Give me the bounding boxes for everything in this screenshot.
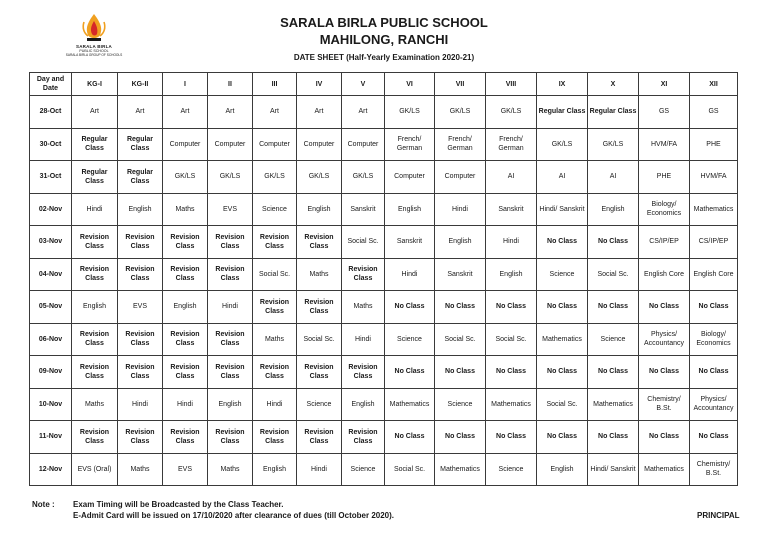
- subject-cell: Maths: [208, 453, 253, 486]
- row-date: 28-Oct: [30, 96, 72, 129]
- subject-cell: Social Sc.: [342, 226, 385, 259]
- subject-cell: Revision Class: [253, 226, 297, 259]
- subject-cell: Social Sc.: [435, 323, 486, 356]
- subject-cell: No Class: [537, 356, 588, 389]
- subject-cell: Social Sc.: [297, 323, 342, 356]
- subject-cell: English: [297, 193, 342, 226]
- subject-cell: Social Sc.: [385, 453, 435, 486]
- subject-cell: GS: [690, 96, 738, 129]
- row-date: 03-Nov: [30, 226, 72, 259]
- column-header-class: V: [342, 73, 385, 96]
- subject-cell: Hindi: [163, 388, 208, 421]
- row-date: 11-Nov: [30, 421, 72, 454]
- subject-cell: No Class: [588, 421, 639, 454]
- row-date: 04-Nov: [30, 258, 72, 291]
- subject-cell: Biology/ Economics: [690, 323, 738, 356]
- table-row: [30, 96, 738, 129]
- column-header-class: XI: [639, 73, 690, 96]
- subject-cell: Revision Class: [118, 356, 163, 389]
- subject-cell: Social Sc.: [253, 258, 297, 291]
- subject-cell: Revision Class: [208, 323, 253, 356]
- subject-cell: Science: [486, 453, 537, 486]
- subject-cell: CS/IP/EP: [639, 226, 690, 259]
- subject-cell: Computer: [297, 128, 342, 161]
- subject-cell: Social Sc.: [486, 323, 537, 356]
- subject-cell: AI: [588, 161, 639, 194]
- column-header-class: XII: [690, 73, 738, 96]
- subject-cell: No Class: [639, 356, 690, 389]
- subject-cell: Art: [72, 96, 118, 129]
- table-row: [30, 128, 738, 161]
- subject-cell: Revision Class: [163, 258, 208, 291]
- column-header-date: Day and Date: [30, 73, 72, 96]
- subject-cell: Regular Class: [537, 96, 588, 129]
- subject-cell: English: [163, 291, 208, 324]
- subject-cell: Mathematics: [385, 388, 435, 421]
- subject-cell: Revision Class: [297, 356, 342, 389]
- subject-cell: Revision Class: [297, 226, 342, 259]
- subject-cell: No Class: [385, 291, 435, 324]
- note-text: [73, 499, 394, 521]
- subject-cell: PHE: [690, 128, 738, 161]
- subject-cell: English: [537, 453, 588, 486]
- subject-cell: Science: [253, 193, 297, 226]
- table-row: [30, 291, 738, 324]
- subject-cell: AI: [486, 161, 537, 194]
- subject-cell: Sanskrit: [385, 226, 435, 259]
- subject-cell: Revision Class: [72, 421, 118, 454]
- column-header-class: VIII: [486, 73, 537, 96]
- subject-cell: No Class: [639, 291, 690, 324]
- subject-cell: Science: [537, 258, 588, 291]
- subject-cell: Science: [342, 453, 385, 486]
- subject-cell: Art: [297, 96, 342, 129]
- subject-cell: Revision Class: [297, 421, 342, 454]
- subject-cell: Revision Class: [118, 323, 163, 356]
- subject-cell: Regular Class: [72, 128, 118, 161]
- subject-cell: No Class: [690, 356, 738, 389]
- subject-cell: No Class: [385, 421, 435, 454]
- subject-cell: Revision Class: [118, 258, 163, 291]
- subject-cell: English: [118, 193, 163, 226]
- logo-line-1: SARALA BIRLA: [76, 44, 112, 49]
- subject-cell: Revision Class: [253, 421, 297, 454]
- page-header: [0, 14, 768, 65]
- subject-cell: Revision Class: [208, 258, 253, 291]
- subject-cell: Sanskrit: [486, 193, 537, 226]
- subject-cell: Sanskrit: [342, 193, 385, 226]
- subject-cell: Science: [385, 323, 435, 356]
- subject-cell: Revision Class: [72, 323, 118, 356]
- table-row: [30, 388, 738, 421]
- row-date: 02-Nov: [30, 193, 72, 226]
- subject-cell: Computer: [253, 128, 297, 161]
- subject-cell: Science: [297, 388, 342, 421]
- subject-cell: English: [208, 388, 253, 421]
- subject-cell: EVS: [118, 291, 163, 324]
- subject-cell: No Class: [537, 291, 588, 324]
- subject-cell: Hindi/ Sanskrit: [537, 193, 588, 226]
- subject-cell: Chemistry/ B.St.: [690, 453, 738, 486]
- subject-cell: Art: [163, 96, 208, 129]
- subject-cell: Mathematics: [486, 388, 537, 421]
- subject-cell: No Class: [588, 291, 639, 324]
- subject-cell: No Class: [588, 356, 639, 389]
- subject-cell: English Core: [639, 258, 690, 291]
- subject-cell: Art: [118, 96, 163, 129]
- subject-cell: Revision Class: [208, 356, 253, 389]
- subject-cell: Computer: [435, 161, 486, 194]
- subject-cell: English: [435, 226, 486, 259]
- subject-cell: GK/LS: [486, 96, 537, 129]
- subject-cell: EVS: [208, 193, 253, 226]
- row-date: 31-Oct: [30, 161, 72, 194]
- subject-cell: Sanskrit: [435, 258, 486, 291]
- subject-cell: Hindi: [297, 453, 342, 486]
- subject-cell: GK/LS: [342, 161, 385, 194]
- subject-cell: Art: [253, 96, 297, 129]
- logo-line-3: SARALA BIRLA GROUP OF SCHOOLS: [65, 53, 123, 57]
- subject-cell: No Class: [486, 421, 537, 454]
- subject-cell: Hindi/ Sanskrit: [588, 453, 639, 486]
- sheet-title: DATE SHEET (Half-Yearly Examination 2020-21): [293, 53, 475, 62]
- subject-cell: Revision Class: [297, 291, 342, 324]
- subject-cell: Revision Class: [342, 356, 385, 389]
- subject-cell: English: [72, 291, 118, 324]
- subject-cell: GK/LS: [537, 128, 588, 161]
- subject-cell: Revision Class: [163, 226, 208, 259]
- subject-cell: GK/LS: [385, 96, 435, 129]
- subject-cell: GK/LS: [588, 128, 639, 161]
- subject-cell: Computer: [342, 128, 385, 161]
- subject-cell: Mathematics: [690, 193, 738, 226]
- row-date: 06-Nov: [30, 323, 72, 356]
- subject-cell: Hindi: [118, 388, 163, 421]
- subject-cell: Art: [342, 96, 385, 129]
- subject-cell: Revision Class: [72, 258, 118, 291]
- subject-cell: No Class: [690, 291, 738, 324]
- table-row: [30, 226, 738, 259]
- subject-cell: GK/LS: [435, 96, 486, 129]
- subject-cell: Hindi: [486, 226, 537, 259]
- subject-cell: Revision Class: [163, 323, 208, 356]
- subject-cell: Science: [435, 388, 486, 421]
- subject-cell: No Class: [435, 421, 486, 454]
- table-body: [30, 96, 738, 486]
- subject-cell: Revision Class: [72, 356, 118, 389]
- column-header-class: KG-II: [118, 73, 163, 96]
- table-row: [30, 193, 738, 226]
- subject-cell: Social Sc.: [588, 258, 639, 291]
- subject-cell: CS/IP/EP: [690, 226, 738, 259]
- subject-cell: No Class: [690, 421, 738, 454]
- row-date: 12-Nov: [30, 453, 72, 486]
- note-line-1: Exam Timing will be Broadcasted by the Class Teacher.: [73, 500, 284, 509]
- subject-cell: Social Sc.: [537, 388, 588, 421]
- subject-cell: French/ German: [486, 128, 537, 161]
- subject-cell: French/ German: [435, 128, 486, 161]
- row-date: 09-Nov: [30, 356, 72, 389]
- subject-cell: No Class: [385, 356, 435, 389]
- subject-cell: Hindi: [342, 323, 385, 356]
- subject-cell: GS: [639, 96, 690, 129]
- subject-cell: Hindi: [435, 193, 486, 226]
- subject-cell: GK/LS: [163, 161, 208, 194]
- subject-cell: English: [253, 453, 297, 486]
- subject-cell: No Class: [537, 226, 588, 259]
- subject-cell: No Class: [537, 421, 588, 454]
- subject-cell: Computer: [163, 128, 208, 161]
- subject-cell: No Class: [486, 356, 537, 389]
- subject-cell: Hindi: [385, 258, 435, 291]
- row-date: 30-Oct: [30, 128, 72, 161]
- school-location: MAHILONG, RANCHI: [319, 32, 449, 47]
- table-row: [30, 258, 738, 291]
- subject-cell: AI: [537, 161, 588, 194]
- logo-line-2: PUBLIC SCHOOL: [79, 49, 109, 53]
- subject-cell: Revision Class: [163, 421, 208, 454]
- column-header-class: VII: [435, 73, 486, 96]
- subject-cell: Revision Class: [342, 258, 385, 291]
- column-header-class: II: [208, 73, 253, 96]
- subject-cell: English: [588, 193, 639, 226]
- subject-cell: Maths: [118, 453, 163, 486]
- column-header-class: III: [253, 73, 297, 96]
- subject-cell: English Core: [690, 258, 738, 291]
- subject-cell: Mathematics: [537, 323, 588, 356]
- subject-cell: Revision Class: [208, 226, 253, 259]
- subject-cell: No Class: [588, 226, 639, 259]
- subject-cell: Revision Class: [118, 226, 163, 259]
- subject-cell: Art: [208, 96, 253, 129]
- table-row: [30, 356, 738, 389]
- subject-cell: No Class: [435, 356, 486, 389]
- column-header-class: KG-I: [72, 73, 118, 96]
- subject-cell: Revision Class: [118, 421, 163, 454]
- school-name: SARALA BIRLA PUBLIC SCHOOL: [280, 15, 488, 30]
- subject-cell: GK/LS: [253, 161, 297, 194]
- subject-cell: GK/LS: [208, 161, 253, 194]
- subject-cell: Science: [588, 323, 639, 356]
- subject-cell: Maths: [253, 323, 297, 356]
- subject-cell: Computer: [385, 161, 435, 194]
- subject-cell: Hindi: [72, 193, 118, 226]
- note-line-2: E-Admit Card will be issued on 17/10/2020 after clearance of dues (till October 2020).: [73, 511, 394, 520]
- subject-cell: Hindi: [208, 291, 253, 324]
- subject-cell: Maths: [342, 291, 385, 324]
- subject-cell: Physics/ Accountancy: [639, 323, 690, 356]
- subject-cell: EVS: [163, 453, 208, 486]
- subject-cell: Regular Class: [118, 161, 163, 194]
- subject-cell: Chemistry/ B.St.: [639, 388, 690, 421]
- table-row: [30, 453, 738, 486]
- column-header-class: IV: [297, 73, 342, 96]
- subject-cell: Physics/ Accountancy: [690, 388, 738, 421]
- subject-cell: Revision Class: [342, 421, 385, 454]
- subject-cell: EVS (Oral): [72, 453, 118, 486]
- subject-cell: English: [486, 258, 537, 291]
- subject-cell: Mathematics: [639, 453, 690, 486]
- subject-cell: Mathematics: [435, 453, 486, 486]
- table-row: [30, 161, 738, 194]
- subject-cell: HVM/FA: [639, 128, 690, 161]
- subject-cell: Revision Class: [208, 421, 253, 454]
- subject-cell: HVM/FA: [690, 161, 738, 194]
- subject-cell: GK/LS: [297, 161, 342, 194]
- subject-cell: Revision Class: [253, 291, 297, 324]
- subject-cell: Biology/ Economics: [639, 193, 690, 226]
- subject-cell: Revision Class: [72, 226, 118, 259]
- subject-cell: No Class: [486, 291, 537, 324]
- subject-cell: Maths: [163, 193, 208, 226]
- column-header-class: VI: [385, 73, 435, 96]
- subject-cell: No Class: [639, 421, 690, 454]
- principal-signature: PRINCIPAL: [697, 511, 740, 520]
- column-header-class: I: [163, 73, 208, 96]
- table-row: [30, 323, 738, 356]
- subject-cell: Computer: [208, 128, 253, 161]
- subject-cell: Mathematics: [588, 388, 639, 421]
- table-row: [30, 421, 738, 454]
- subject-cell: No Class: [435, 291, 486, 324]
- subject-cell: English: [342, 388, 385, 421]
- note-label: Note :: [32, 500, 55, 509]
- date-sheet-table: [29, 72, 738, 486]
- subject-cell: Revision Class: [163, 356, 208, 389]
- subject-cell: French/ German: [385, 128, 435, 161]
- row-date: 10-Nov: [30, 388, 72, 421]
- subject-cell: Revision Class: [253, 356, 297, 389]
- subject-cell: Regular Class: [588, 96, 639, 129]
- subject-cell: Hindi: [253, 388, 297, 421]
- subject-cell: Maths: [72, 388, 118, 421]
- subject-cell: Regular Class: [118, 128, 163, 161]
- row-date: 05-Nov: [30, 291, 72, 324]
- column-header-class: IX: [537, 73, 588, 96]
- subject-cell: Regular Class: [72, 161, 118, 194]
- subject-cell: Maths: [297, 258, 342, 291]
- column-header-class: X: [588, 73, 639, 96]
- subject-cell: PHE: [639, 161, 690, 194]
- subject-cell: English: [385, 193, 435, 226]
- table-header-row: [30, 73, 738, 96]
